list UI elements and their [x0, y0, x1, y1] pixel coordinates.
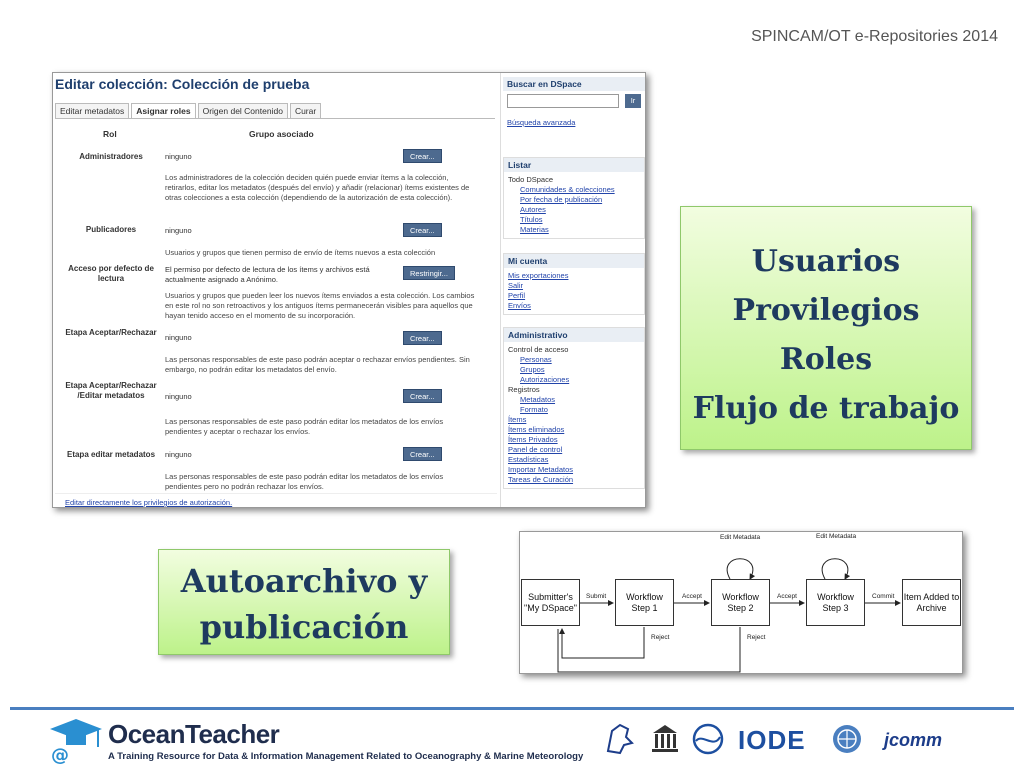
- role-publicadores: Publicadores: [85, 225, 137, 234]
- workflow-box-archive: Item Added to Archive: [902, 579, 961, 626]
- callout-line: Autoarchivo y: [180, 562, 428, 600]
- browse-date-link[interactable]: Por fecha de publicación: [520, 195, 603, 204]
- tab-origen-contenido[interactable]: Origen del Contenido: [198, 103, 288, 118]
- workflow-box-step2: Workflow Step 2: [711, 579, 770, 626]
- items-link[interactable]: Ítems: [508, 415, 527, 424]
- private-items-link[interactable]: Ítems Privados: [508, 435, 558, 444]
- role-description: Los administradores de la colección deciden quién puede enviar ítems a la colección, retirarlos, editar los metadatos (después del envío) y añadir (relacionar) ítems existentes de otras colecciones a esta colección (dependiendo de la autorización de esta colección).: [165, 173, 470, 202]
- callout-self-archiving: [158, 549, 450, 655]
- role-description: Usuarios y grupos que tienen permiso de envío de ítems nuevos a esta colección: [165, 248, 436, 257]
- search-go-button[interactable]: Ir: [625, 94, 641, 108]
- role-edit-metadata: Etapa editar metadatos: [66, 450, 156, 459]
- role-accept-reject-edit: Etapa Aceptar/Rechazar /Editar metadatos: [65, 381, 157, 400]
- submit-label: Submit: [586, 593, 607, 600]
- role-administradores: Administradores: [79, 152, 143, 161]
- access-control-label: Control de acceso: [508, 345, 569, 354]
- authorizations-link[interactable]: Autorizaciones: [520, 375, 570, 384]
- account-box: [503, 253, 645, 315]
- group-value: ninguno: [165, 333, 192, 342]
- ioc-globe-icon: [690, 721, 726, 757]
- tab-divider: [55, 118, 495, 119]
- admin-title: Administrativo: [504, 328, 644, 342]
- create-step1-group-button[interactable]: Crear...: [403, 331, 442, 345]
- metadata-registry-link[interactable]: Metadatos: [520, 395, 556, 404]
- registries-label: Registros: [508, 385, 540, 394]
- withdrawn-items-link[interactable]: Ítems eliminados: [508, 425, 565, 434]
- logout-link[interactable]: Salir: [508, 281, 524, 290]
- edit-metadata-label: Edit Metadata: [720, 534, 761, 541]
- search-input[interactable]: [507, 94, 619, 108]
- role-description: Las personas responsables de este paso podrán editar los metadatos de los envíos pendientes y aceptar o rechazar los envíos.: [165, 417, 444, 436]
- callout-users-privileges: [680, 206, 972, 450]
- reject-label: Reject: [747, 634, 766, 641]
- oceanteacher-logo-icon: [48, 715, 104, 765]
- accept-label: Accept: [777, 593, 797, 600]
- search-title: Buscar en DSpace: [503, 77, 645, 91]
- advanced-search-link[interactable]: Búsqueda avanzada: [507, 118, 576, 127]
- curation-tasks-link[interactable]: Tareas de Curación: [508, 475, 574, 484]
- people-link[interactable]: Personas: [520, 355, 552, 364]
- group-value: ninguno: [165, 450, 192, 459]
- group-value: El permiso por defecto de lectura de los ítems y archivos está actualmente asignado a Anónimo.: [165, 265, 370, 284]
- dspace-sidebar: [500, 73, 646, 508]
- workflow-box-submitter: Submitter's "My DSpace": [521, 579, 580, 626]
- commit-label: Commit: [872, 593, 895, 600]
- page-title: Editar colección: Colección de prueba: [55, 76, 310, 92]
- browse-titles-link[interactable]: Títulos: [520, 215, 543, 224]
- iode-logo: IODE: [738, 725, 806, 755]
- group-value: ninguno: [165, 152, 192, 161]
- create-step2-group-button[interactable]: Crear...: [403, 389, 442, 403]
- reject-label: Reject: [651, 634, 670, 641]
- restrict-read-button[interactable]: Restringir...: [403, 266, 455, 280]
- submissions-link[interactable]: Envíos: [508, 301, 531, 310]
- row-divider: [55, 493, 497, 494]
- profile-link[interactable]: Perfil: [508, 291, 526, 300]
- group-value: ninguno: [165, 226, 192, 235]
- role-description: Usuarios y grupos que pueden leer los nuevos ítems enviados a esta colección. Los cambios en este rol no son retroactivos y los antiguos ítems permanecerán visibles para aquellos que hayan tenido acceso en el momento de su incorporación.: [165, 291, 475, 320]
- edit-metadata-label: Edit Metadata: [816, 533, 857, 540]
- format-registry-link[interactable]: Formato: [520, 405, 548, 414]
- brand-teacher: Teacher: [185, 719, 280, 749]
- group-value: ninguno: [165, 392, 192, 401]
- admin-box: [503, 327, 645, 489]
- control-panel-link[interactable]: Panel de control: [508, 445, 563, 454]
- svg-text:@: @: [51, 745, 69, 765]
- statistics-link[interactable]: Estadísticas: [508, 455, 549, 464]
- jcomm-logo: jcomm: [884, 730, 943, 750]
- unesco-temple-icon: [650, 721, 680, 757]
- slide-header: SPINCAM/OT e-Repositories 2014: [751, 28, 998, 45]
- browse-root: Todo DSpace: [508, 175, 554, 184]
- browse-authors-link[interactable]: Autores: [520, 205, 546, 214]
- role-accept-reject: Etapa Aceptar/Rechazar: [65, 328, 157, 337]
- role-description: Las personas responsables de este paso podrán editar los metadatos de los envíos pendientes pero no podrán rechazar los envíos.: [165, 472, 444, 491]
- browse-communities-link[interactable]: Comunidades & colecciones: [520, 185, 615, 194]
- role-default-read: Acceso por defecto de lectura: [68, 264, 154, 283]
- callout-line: Roles: [779, 342, 873, 377]
- create-step3-group-button[interactable]: Crear...: [403, 447, 442, 461]
- browse-subjects-link[interactable]: Materias: [520, 225, 549, 234]
- browse-box: [503, 157, 645, 239]
- role-description: Las personas responsables de este paso podrán aceptar o rechazar envíos pendientes. Sin embargo, no podrán editar los metadatos del envío.: [165, 355, 470, 374]
- oceanteacher-wordmark: [108, 719, 279, 750]
- tab-bar: [55, 103, 323, 118]
- edit-authorizations-link[interactable]: Editar directamente los privilegios de autorización.: [65, 498, 233, 507]
- my-exports-link[interactable]: Mis exportaciones: [508, 271, 569, 280]
- footer-divider: [10, 707, 1014, 710]
- create-submitters-group-button[interactable]: Crear...: [403, 223, 442, 237]
- footer-banner: [36, 713, 986, 768]
- callout-line: Usuarios: [751, 244, 901, 279]
- collection-editor: [53, 73, 499, 508]
- browse-title: Listar: [504, 158, 644, 172]
- callout-line: publicación: [199, 608, 409, 646]
- groups-link[interactable]: Grupos: [520, 365, 545, 374]
- search-box: [503, 77, 645, 131]
- column-header-group: Grupo asociado: [249, 129, 314, 139]
- oceanteacher-tagline: A Training Resource for Data & Information Management Related to Oceanography & Marine Meteorology: [108, 751, 584, 762]
- workflow-box-step1: Workflow Step 1: [615, 579, 674, 626]
- accept-label: Accept: [682, 593, 702, 600]
- account-title: Mi cuenta: [504, 254, 644, 268]
- import-metadata-link[interactable]: Importar Metadatos: [508, 465, 574, 474]
- column-header-role: Rol: [103, 129, 117, 139]
- workflow-box-step3: Workflow Step 3: [806, 579, 865, 626]
- flanders-lion-icon: [600, 721, 640, 757]
- wmo-emblem-icon: [828, 721, 866, 757]
- callout-line: Flujo de trabajo: [692, 391, 960, 426]
- brand-ocean: Ocean: [108, 719, 185, 749]
- dspace-screenshot: [52, 72, 646, 508]
- tab-curar[interactable]: Curar: [290, 103, 321, 118]
- tab-asignar-roles[interactable]: Asignar roles: [131, 103, 195, 118]
- create-admin-group-button[interactable]: Crear...: [403, 149, 442, 163]
- workflow-diagram: [519, 531, 963, 674]
- callout-line: Provilegios: [732, 293, 920, 328]
- tab-editar-metadatos[interactable]: Editar metadatos: [55, 103, 129, 118]
